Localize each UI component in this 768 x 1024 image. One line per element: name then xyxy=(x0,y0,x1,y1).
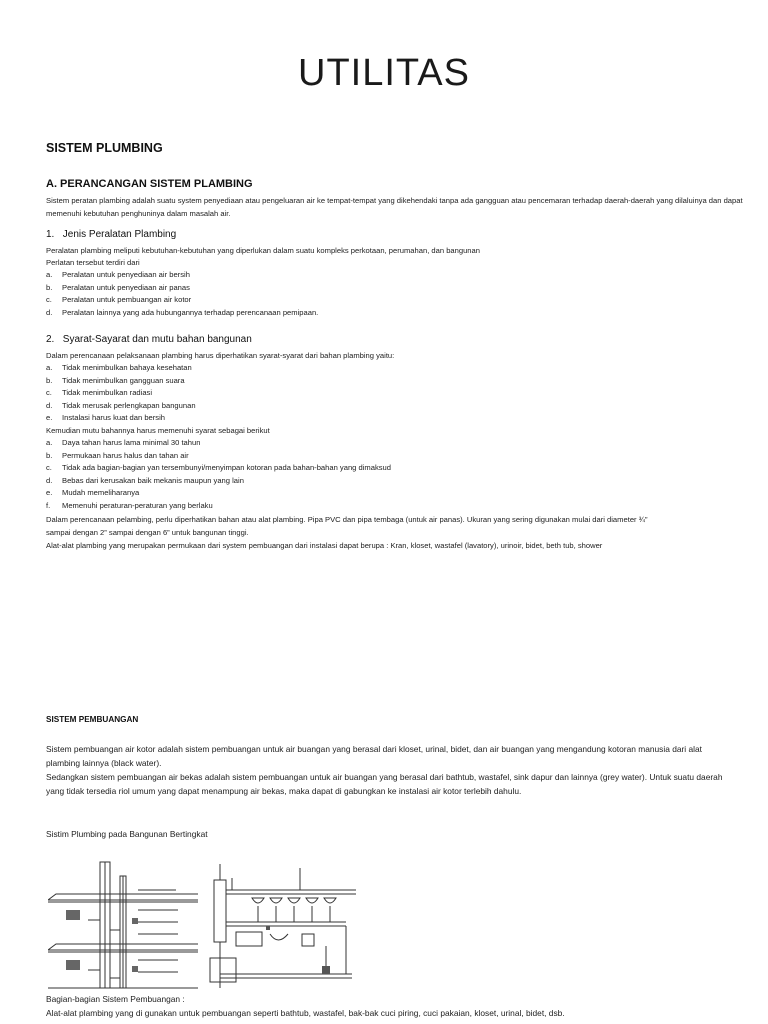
sub2-quality-intro: Kemudian mutu bahannya harus memenuhi syarat sebagai berikut xyxy=(46,426,270,435)
list-item: b. Peralatan untuk penyediaan air panas xyxy=(46,282,190,292)
sub1-desc: Peralatan plambing meliputi kebutuhan-kebutuhan yang diperlukan dalam suatu kompleks perkotaan, perumahan, dan bangunan xyxy=(46,246,480,255)
sub1-list-intro: Perlatan tersebut terdiri dari xyxy=(46,258,140,267)
parts-text: Alat-alat plambing yang di gunakan untuk pembuangan seperti bathtub, wastafel, bak-bak cuci piring, cuci pakaian, kloset, urinal, bidet, dsb. xyxy=(46,1008,565,1018)
list-item: c. Tidak menimbulkan radiasi xyxy=(46,388,153,398)
list-item: f. Memenuhi peraturan-peraturan yang berlaku xyxy=(46,500,213,510)
pembuangan-heading: SISTEM PEMBUANGAN xyxy=(46,715,139,724)
list-item: a. Daya tahan harus lama minimal 30 tahun xyxy=(46,438,201,447)
list-item: d. Peralatan lainnya yang ada hubungannya terhadap perencanaan pemipaan. xyxy=(46,307,319,317)
list-item: a. Tidak menimbulkan bahaya kesehatan xyxy=(46,363,192,372)
list-item: d. Bebas dari kerusakan baik mekanis maupun yang lain xyxy=(46,475,244,485)
tools-text: Alat-alat plambing yang merupakan permukaan dari system pembuangan dari instalasi dapat berupa : Kran, kloset, wastafel (lavatory), urinoir, bidet, beth tub, shower xyxy=(46,541,603,550)
list-item: b. Permukaan harus halus dan tahan air xyxy=(46,450,189,460)
pembuangan-paragraph-1: Sistem pembuangan air kotor adalah sistem pembuangan untuk air buangan yang berasal dari kloset, urinal, bidet, dan air buangan yang mengandung kotoran manusia dari alat plambing lainnya (black water). xyxy=(46,744,703,768)
building-plumbing-diagram xyxy=(48,860,198,992)
page-title: UTILITAS xyxy=(298,52,470,94)
sub2-intro: Dalam perencanaan pelaksanaan plambing harus diperhatikan syarat-syarat dari bahan plambing yaitu: xyxy=(46,351,395,360)
sub2-label: Syarat-Sayarat dan mutu bahan bangunan xyxy=(62,334,252,345)
list-item: d. Tidak merusak perlengkapan bangunan xyxy=(46,400,196,410)
sub2-quality-list xyxy=(46,437,391,513)
parts-label: Bagian-bagian Sistem Pembuangan : xyxy=(46,994,185,1004)
list-item: c. Tidak ada bagian-bagian yan tersembunyi/menyimpan kotoran pada bahan-bahan yang dimaksud xyxy=(46,463,391,473)
sub1-heading xyxy=(46,229,176,240)
list-item: a. Peralatan untuk penyediaan air bersih xyxy=(46,270,190,279)
list-item: e. Mudah memeliharanya xyxy=(46,488,140,498)
pembuangan-paragraph-2: Sedangkan sistem pembuangan air bekas adalah sistem pembuangan untuk air buangan yang berasal dari bathtub, wastafel, sink dapur dan lainnya (grey water). Untuk suatu daerah yang tidak tersedia riol umum yang dapat menampung air bekas, maka dapat di gabungkan ke instalasi air kotor terlebih dahulu. xyxy=(46,772,723,796)
sub2-list xyxy=(46,362,196,425)
sub1-label: Jenis Peralatan Plambing xyxy=(62,229,177,240)
intro-paragraph: Sistem peratan plambing adalah suatu system penyediaan atau pengeluaran air ke tempat-tempat yang dikehendaki tanpa ada gangguan atau pencemaran terhadap daerah-daerah yang dilaluinya dan dapat memenuhi kebutuhan penghuninya dalam masalah air. xyxy=(46,196,743,218)
sub2-number: 2. xyxy=(46,334,55,345)
sub1-list xyxy=(46,269,318,319)
pipe-text-line-1: Dalam perencanaan pelambing, perlu diperhatikan bahan atau alat plambing. Pipa PVC dan pipa tembaga (untuk air panas). Ukuran yang sering digunakan mulai dari diameter ¾” xyxy=(46,515,648,524)
list-item: e. Instalasi harus kuat dan bersih xyxy=(46,413,165,423)
pipe-text-line-2: sampai dengan 2” sampai dengan 6” untuk bangunan tinggi. xyxy=(46,528,249,537)
subsection-heading-a: A. PERANCANGAN SISTEM PLAMBING xyxy=(46,178,253,190)
figure-caption: Sistim Plumbing pada Bangunan Bertingkat xyxy=(46,829,208,839)
list-item: b. Tidak menimbulkan gangguan suara xyxy=(46,375,185,385)
sub2-heading xyxy=(46,334,252,345)
drainage-fixtures-diagram xyxy=(206,862,356,994)
list-item: c. Peralatan untuk pembuangan air kotor xyxy=(46,295,192,305)
sub1-number: 1. xyxy=(46,229,55,240)
section-heading-plumbing: SISTEM PLUMBING xyxy=(46,141,163,155)
